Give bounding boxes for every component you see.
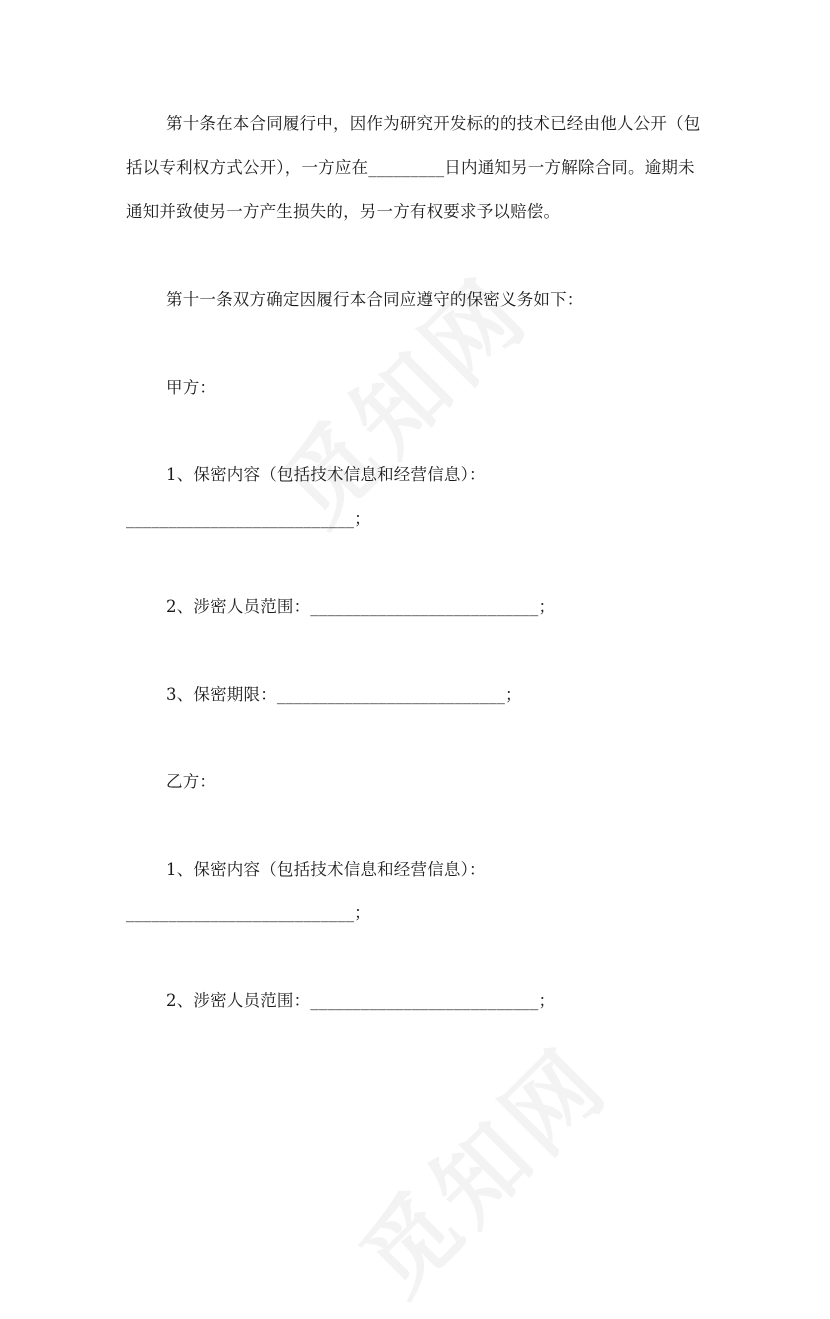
party-b-item2: 2、涉密人员范围：___________________________；: [166, 991, 556, 1010]
party-a-item3: 3、保密期限：___________________________；: [166, 685, 522, 704]
party-a-item1-label: 1、保密内容（包括技术信息和经营信息）：: [166, 465, 486, 484]
party-b-item1-blank: ___________________________；: [126, 903, 371, 922]
party-a-item2: 2、涉密人员范围：___________________________；: [166, 597, 556, 616]
clause10-line1: 第十条在本合同履行中，因作为研究开发标的的技术已经由他人公开（包: [166, 114, 701, 133]
clause11-heading: 第十一条双方确定因履行本合同应遵守的保密义务如下：: [166, 290, 584, 309]
party-a-label: 甲方：: [166, 378, 217, 397]
party-b-item1-label: 1、保密内容（包括技术信息和经营信息）：: [166, 860, 486, 879]
party-b-label: 乙方：: [166, 772, 217, 791]
clause10-line3: 通知并致使另一方产生损失的，另一方有权要求予以赔偿。: [126, 202, 561, 221]
party-a-item1-blank: ___________________________；: [126, 509, 371, 528]
clause10-line2: 括以专利权方式公开），一方应在_________日内通知另一方解除合同。逾期未: [126, 158, 695, 177]
watermark-text-bottom: [327, 1013, 632, 1318]
